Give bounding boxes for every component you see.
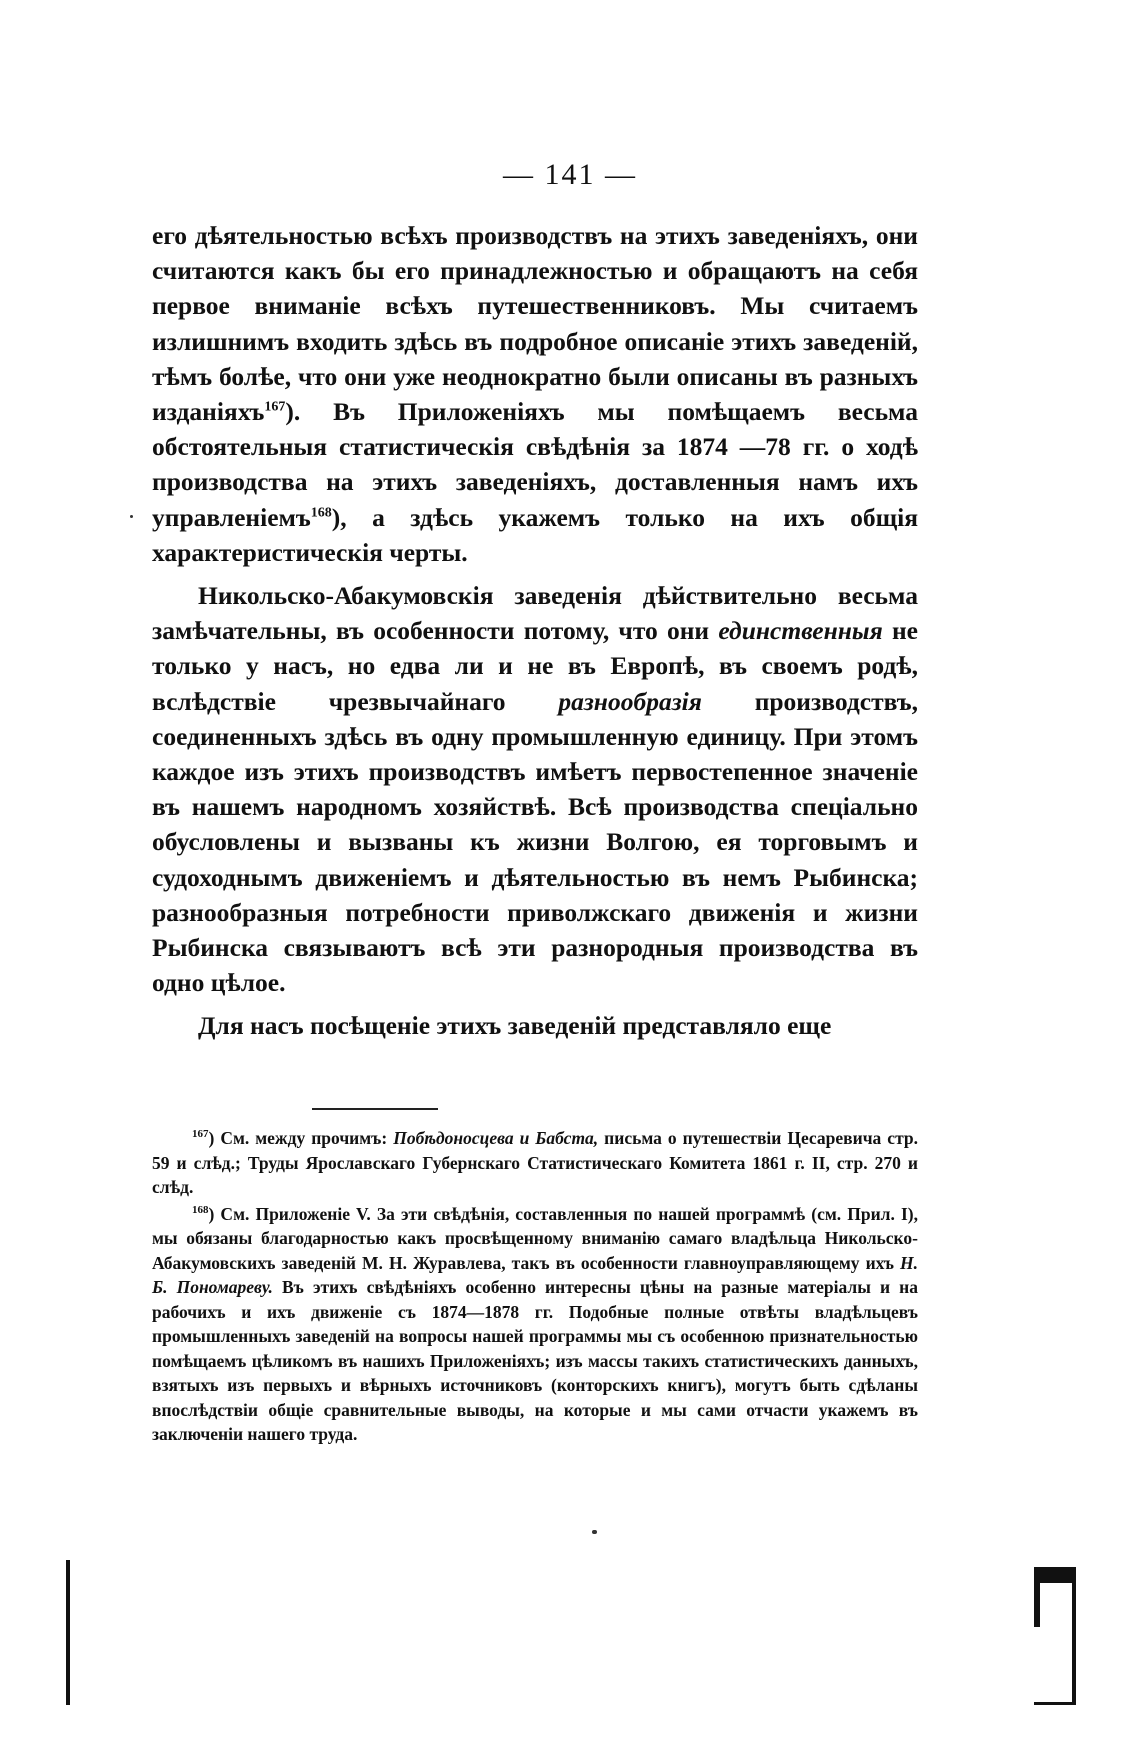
page-number: — 141 — (503, 158, 637, 191)
footnote-168 (152, 1202, 918, 1447)
scan-speck (130, 515, 133, 518)
paragraph-2-text-b: не только у насъ, но едва ли и не въ Европѣ, въ своемъ родѣ, вслѣдствіе чрезвычайнаго (152, 616, 918, 716)
paragraph-1-text-b: ). Въ Приложеніяхъ мы помѣщаемъ весьма обстоятельныя статистическія свѣдѣнія за 1874 —78 гг. о ходѣ производства на этихъ заведеніяхъ, доставленныя намъ ихъ управленіемъ (152, 397, 918, 532)
footnote-168-text-b: Въ этихъ свѣдѣніяхъ особенно интересны цѣны на разные матеріалы и на рабочихъ и ихъ движеніе съ 1874—1878 гг. Подобные полные отвѣты владѣльцевъ промышленныхъ заведеній на вопросы нашей программы мы съ особенною признательностью помѣщаемъ цѣликомъ въ нашихъ Приложеніяхъ; изъ массы такихъ статистическихъ данныхъ, взятыхъ изъ первыхъ и вѣрныхъ источниковъ (конторскихъ книгъ), могутъ быть сдѣланы впослѣдствіи общіе сравнительные выводы, на которые и мы сами отчасти укажемъ въ заключеніи нашего труда. (152, 1277, 918, 1444)
paragraph-2-emphasis-2: разнообразія (558, 686, 702, 716)
paragraph-1 (152, 218, 918, 570)
paragraph-2-text-a: Никольско-Абакумовскія заведенія дѣйствительно весьма замѣчательны, въ особенности потому, что они (152, 581, 918, 646)
footnote-167 (152, 1126, 918, 1200)
footnote-168-marker: 168 (192, 1203, 209, 1216)
scan-speck (592, 1530, 597, 1534)
paragraph-3: Для насъ посѣщеніе этихъ заведеній представляло еще (198, 1011, 832, 1041)
main-text (152, 218, 918, 1044)
footnote-167-text-a: ) См. между прочимъ: (208, 1128, 394, 1148)
paragraph-1-text-a: его дѣятельностью всѣхъ производствъ на этихъ заведеніяхъ, они считаются какъ бы его принадлежностью и обращаютъ на себя первое вниманіе всѣхъ путешественниковъ. Мы считаемъ излишнимъ входить здѣсь въ подробное описаніе этихъ заведеній, тѣмъ болѣе, что они уже неоднократно были описаны въ разныхъ изданіяхъ (152, 221, 918, 427)
paragraph-2-emphasis-1: единственныя (718, 616, 883, 646)
footnote-167-emphasis: Побѣдоносцева и Бабста, (393, 1128, 599, 1148)
paragraph-2-text-c: производствъ, соединенныхъ здѣсь въ одну промышленную единицу. При этомъ каждое изъ этихъ производствъ имѣетъ первостепенное значеніе въ нашемъ народномъ хозяйствѣ. Всѣ производства спеціально обусловлены и вызваны къ жизни Волгою, ея торговымъ и судоходнымъ движеніемъ и дѣятельностью въ немъ Рыбинска; разнообразныя потребности приволжскаго движенія и жизни Рыбинска связываютъ всѣ эти разнородныя производства въ одно цѣлое. (152, 686, 918, 998)
footnote-168-text-a: ) См. Приложеніе V. За эти свѣдѣнія, составленныя по нашей программѣ (см. Прил. I), мы обязаны благодарностью какъ просвѣщенному вниманію самаго владѣльца Никольско-Абакумовскихъ заведеній М. Н. Журавлева, такъ въ особенности главноуправляющему ихъ (152, 1203, 918, 1273)
scan-edge-mark-left (66, 1560, 70, 1705)
footnote-167-text-b: письма о путешествіи Цесаревича стр. 59 и слѣд.; Труды Ярославскаго Губернскаго Статистическаго Комитета 1861 г. II, стр. 270 и слѣд. (152, 1128, 918, 1197)
footnotes (152, 1126, 918, 1447)
footnote-167-marker: 167 (192, 1128, 209, 1141)
paragraph-1-text-c: ), а здѣсь укажемъ только на ихъ общія характеристическія черты. (152, 502, 918, 567)
footnote-168-emphasis: Н. Б. Пономареву. (152, 1252, 918, 1297)
scan-corner-mark (1034, 1567, 1076, 1705)
footnote-ref-167: 167 (264, 399, 286, 415)
footnote-divider (312, 1108, 438, 1110)
footnote-ref-168: 168 (310, 505, 332, 521)
paragraph-2 (152, 578, 918, 1000)
